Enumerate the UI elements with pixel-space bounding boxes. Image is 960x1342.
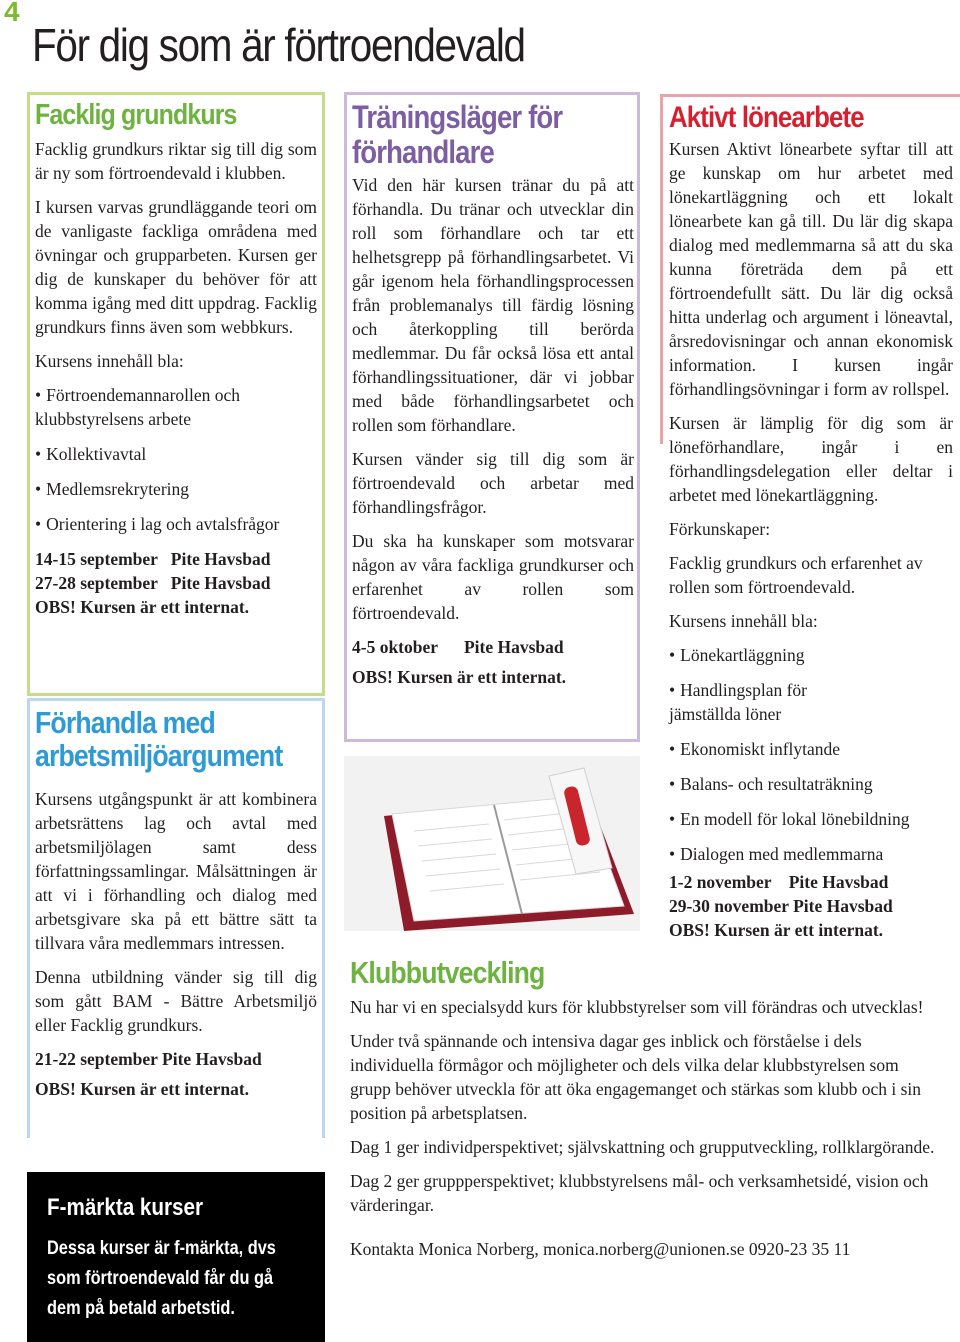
- lonearbete-description: Kursen Aktivt lönearbete syftar till att ge kunskap om hur arbetet med lönekartläggning och ett lokalt lönearbete kan gå till. Du lär dig skapa dialog med medlemmarna så att du ska kunna företräda dem på ett förtroendefullt sätt. Du lär dig också hitta underlag och argument i löneavtal, årsredovisningar och annan ekonomisk information. I kursen ingår förhandlingsövningar i form av rollspel.: [669, 139, 953, 400]
- grundkurs-content-label: Kursens innehåll bla:: [35, 351, 184, 372]
- grundkurs-description: I kursen varvas grundläggande teori om de vanligaste fackliga områdena med övningar och grupparbeten. Kursen ger dig de kunskaper du behöver för att komma igång med ditt uppdrag. Facklig grundkurs finns även som webbkurs.: [35, 197, 317, 338]
- grundkurs-date-2: 27-28 september Pite Havsbad: [35, 573, 271, 594]
- traning-heading-1: Träningsläger för: [352, 99, 563, 135]
- arbetsmiljo-heading-1: Förhandla med: [35, 705, 215, 740]
- traning-audience: Kursen vänder sig till dig som är förtroendevald och arbetar med förhandlingsfrågor.: [352, 449, 634, 518]
- list-item: • Balans- och resultaträkning: [669, 772, 953, 796]
- lonearbete-date-2: 29-30 november Pite Havsbad: [669, 896, 893, 917]
- page-number: 4: [4, 0, 20, 27]
- lonearbete-audience: Kursen är lämplig för dig som är löneförhandlare, ingår i en förhandlingsdelegation eller deltar i arbetet med lönekartläggning.: [669, 413, 953, 506]
- fmarkta-line-1: Dessa kurser är f-märkta, dvs: [47, 1238, 276, 1259]
- fmarkta-title: F-märkta kurser: [47, 1194, 204, 1221]
- list-item: • Medlemsrekrytering: [35, 477, 317, 501]
- lonearbete-heading: Aktivt lönearbete: [669, 101, 864, 134]
- planner-image: [344, 756, 640, 931]
- fmarkta-line-2: som förtroendevald får du gå: [47, 1268, 274, 1289]
- list-item: • Ekonomiskt inflytande: [669, 737, 953, 761]
- fmarkta-box: [27, 1172, 325, 1342]
- page-title: För dig som är förtroendevald: [32, 19, 525, 71]
- lonearbete-prereq-label: Förkunskaper:: [669, 519, 771, 540]
- lonearbete-section: [669, 102, 953, 942]
- lonearbete-date-1: 1-2 november Pite Havsbad: [669, 872, 889, 893]
- klubb-day-2: Dag 2 ger gruppperspektivet; klubbstyrelsens mål- och verksamhetsidé, vision och värderingar.: [350, 1171, 929, 1216]
- planner-illustration: [344, 756, 640, 931]
- klubb-day-1: Dag 1 ger individperspektivet; självskattning och grupputveckling, rollklargörande.: [350, 1137, 935, 1158]
- arbetsmiljo-obs: OBS! Kursen är ett internat.: [35, 1078, 250, 1099]
- arbetsmiljo-section: [35, 706, 317, 1101]
- grundkurs-content-list: [35, 383, 317, 536]
- grundkurs-section: [35, 100, 317, 619]
- arbetsmiljo-description: Kursens utgångspunkt är att kombinera arbetsrättens lag och avtal med arbetsmiljölagen samt dess författningssamlingar. Målsättningen är att vi i förhandling och dialog med arbetsgivare ska på ett bättre sätt ta tillvara våra medlemmars intressen.: [35, 788, 317, 953]
- traning-prerequisites: Du ska ha kunskaper som motsvarar någon av våra fackliga grundkurser och erfarenhet av rollen som förtroendevald.: [352, 531, 634, 624]
- traning-date: 4-5 oktober Pite Havsbad: [352, 637, 564, 658]
- klubb-intro: Nu har vi en specialsydd kurs för klubbstyrelser som vill förändras och utvecklas!: [350, 997, 924, 1018]
- traning-description: Vid den här kursen tränar du på att förhandla. Du tränar och utvecklar din roll som förhandlare och tar ett helhetsgrepp på förhandlingsarbetet. Vi går igenom hela förhandlingsprocessen från problemanalys till färdig lösning och återkoppling till berörda medlemmar. Du får också lösa ett antal förhandlingssituationer, där vi jobbar med både förhandlingsarbetet och rollen som förhandlare.: [352, 175, 634, 436]
- klubb-section: [350, 956, 940, 1261]
- klubb-contact: Kontakta Monica Norberg, monica.norberg@unionen.se 0920-23 35 11: [350, 1239, 851, 1260]
- grundkurs-intro: Facklig grundkurs riktar sig till dig som är ny som förtroendevald i klubben.: [35, 139, 317, 184]
- traning-obs: OBS! Kursen är ett internat.: [352, 667, 567, 688]
- list-item: • Förtroendemannarollen och klubbstyrelsens arbete: [35, 383, 317, 431]
- list-item: • En modell för lokal lönebildning: [669, 807, 953, 831]
- grundkurs-date-1: 14-15 september Pite Havsbad: [35, 549, 271, 570]
- lonearbete-content-label: Kursens innehåll bla:: [669, 611, 818, 632]
- arbetsmiljo-heading-2: arbetsmiljöargument: [35, 738, 283, 774]
- lonearbete-content-list: [669, 643, 953, 866]
- lonearbete-obs: OBS! Kursen är ett internat.: [669, 920, 884, 941]
- lonearbete-prereq-text: Facklig grundkurs och erfarenhet av rollen som förtroendevald.: [669, 553, 923, 598]
- grundkurs-obs: OBS! Kursen är ett internat.: [35, 597, 250, 618]
- list-item: • Lönekartläggning: [669, 643, 953, 667]
- list-item: • Orientering i lag och avtalsfrågor: [35, 512, 317, 536]
- traning-section: [352, 100, 634, 689]
- klubb-description: Under två spännande och intensiva dagar ges inblick och förståelse i dels individuella förmågor och möjligheter och dels vilka delar klubbstyrelsen som grupp behöver utveckla för att öka engagemanget och stärkas som klubb och i sin position på arbetsplatsen.: [350, 1031, 922, 1124]
- traning-heading-2: förhandlare: [352, 133, 494, 170]
- list-item: • Handlingsplan för jämställda löner: [669, 678, 879, 726]
- list-item: • Dialogen med medlemmarna: [669, 842, 953, 866]
- grundkurs-heading: Facklig grundkurs: [35, 99, 237, 131]
- list-item: • Kollektivavtal: [35, 442, 317, 466]
- klubb-heading: Klubbutveckling: [350, 955, 545, 990]
- fmarkta-line-3: dem på betald arbetstid.: [47, 1298, 235, 1319]
- arbetsmiljo-audience: Denna utbildning vänder sig till dig som gått BAM - Bättre Arbetsmiljö eller Facklig grundkurs.: [35, 966, 317, 1035]
- arbetsmiljo-date: 21-22 september Pite Havsbad: [35, 1048, 262, 1069]
